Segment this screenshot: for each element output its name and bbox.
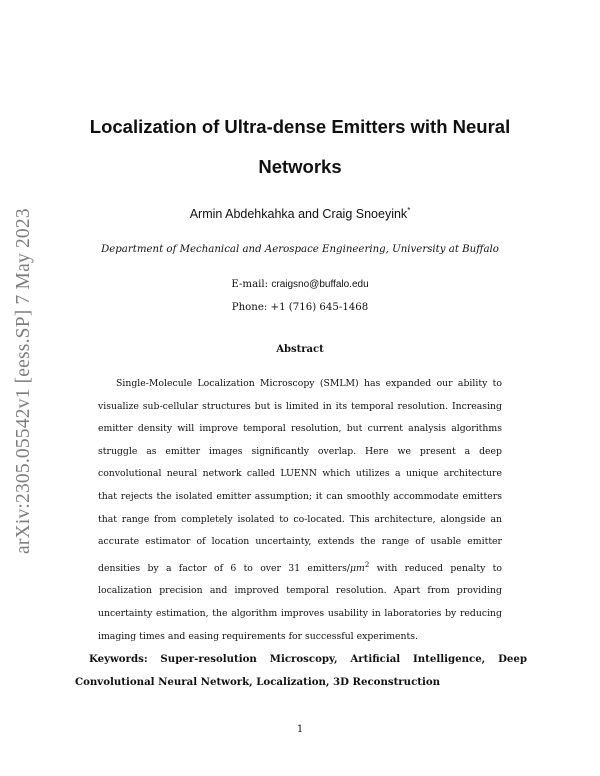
email-line	[0, 279, 600, 290]
affiliation: Department of Mechanical and Aerospace Engineering, University at Buffalo	[101, 244, 499, 255]
abstract-unit-power: 2	[364, 560, 370, 569]
keywords: Keywords: Super-resolution Microscopy, Artificial Intelligence, Deep Convolutional Neural Network, Localization, 3D Reconstruction	[75, 653, 527, 688]
abstract-text-part-1: Single-Molecule Localization Microscopy (SMLM) has expanded our ability to visualize sub-cellular structures but is limited in its temporal resolution. Increasing emitter density will improve temporal resolution, but current analysis algorithms struggle as emitter images significantly overlap. Here we present a deep convolutional neural network called LUENN which utilizes a unique architecture that rejects the isolated emitter assumption; it can smoothly accommodate emitters that range from completely isolated to co-located. This architecture, alongside an accurate estimator of location uncertainty, extends the range of usable emitter densities by a factor of 6 to over 31 emitters/	[98, 378, 502, 574]
email-label: E-mail:	[231, 279, 269, 290]
author-names: Armin Abdehkahka and Craig Snoeyink	[189, 207, 408, 222]
email-address[interactable]: craigsno@buffalo.edu	[271, 279, 369, 290]
abstract-unit: μm	[350, 562, 365, 574]
phone-line: Phone: +1 (716) 645-1468	[231, 302, 369, 313]
arxiv-stamp-text: arXiv:2305.05542v1 [eess.SP] 7 May 2023	[13, 208, 34, 554]
abstract-text-part-2: with reduced penalty to localization precision and improved temporal resolution. Apart from providing uncertainty estimation, the algorithm improves usability in laboratories by reducing imaging times and easing requirements for successful experiments.	[98, 562, 502, 642]
authors	[0, 206, 600, 221]
corresponding-author-mark: *	[407, 206, 411, 215]
paper-title-line-1: Localization of Ultra-dense Emitters with Neural	[89, 116, 511, 137]
abstract-heading: Abstract	[276, 344, 324, 355]
paper-title-line-2: Networks	[258, 156, 342, 177]
abstract-body	[98, 373, 502, 648]
page-number: 1	[296, 724, 304, 735]
